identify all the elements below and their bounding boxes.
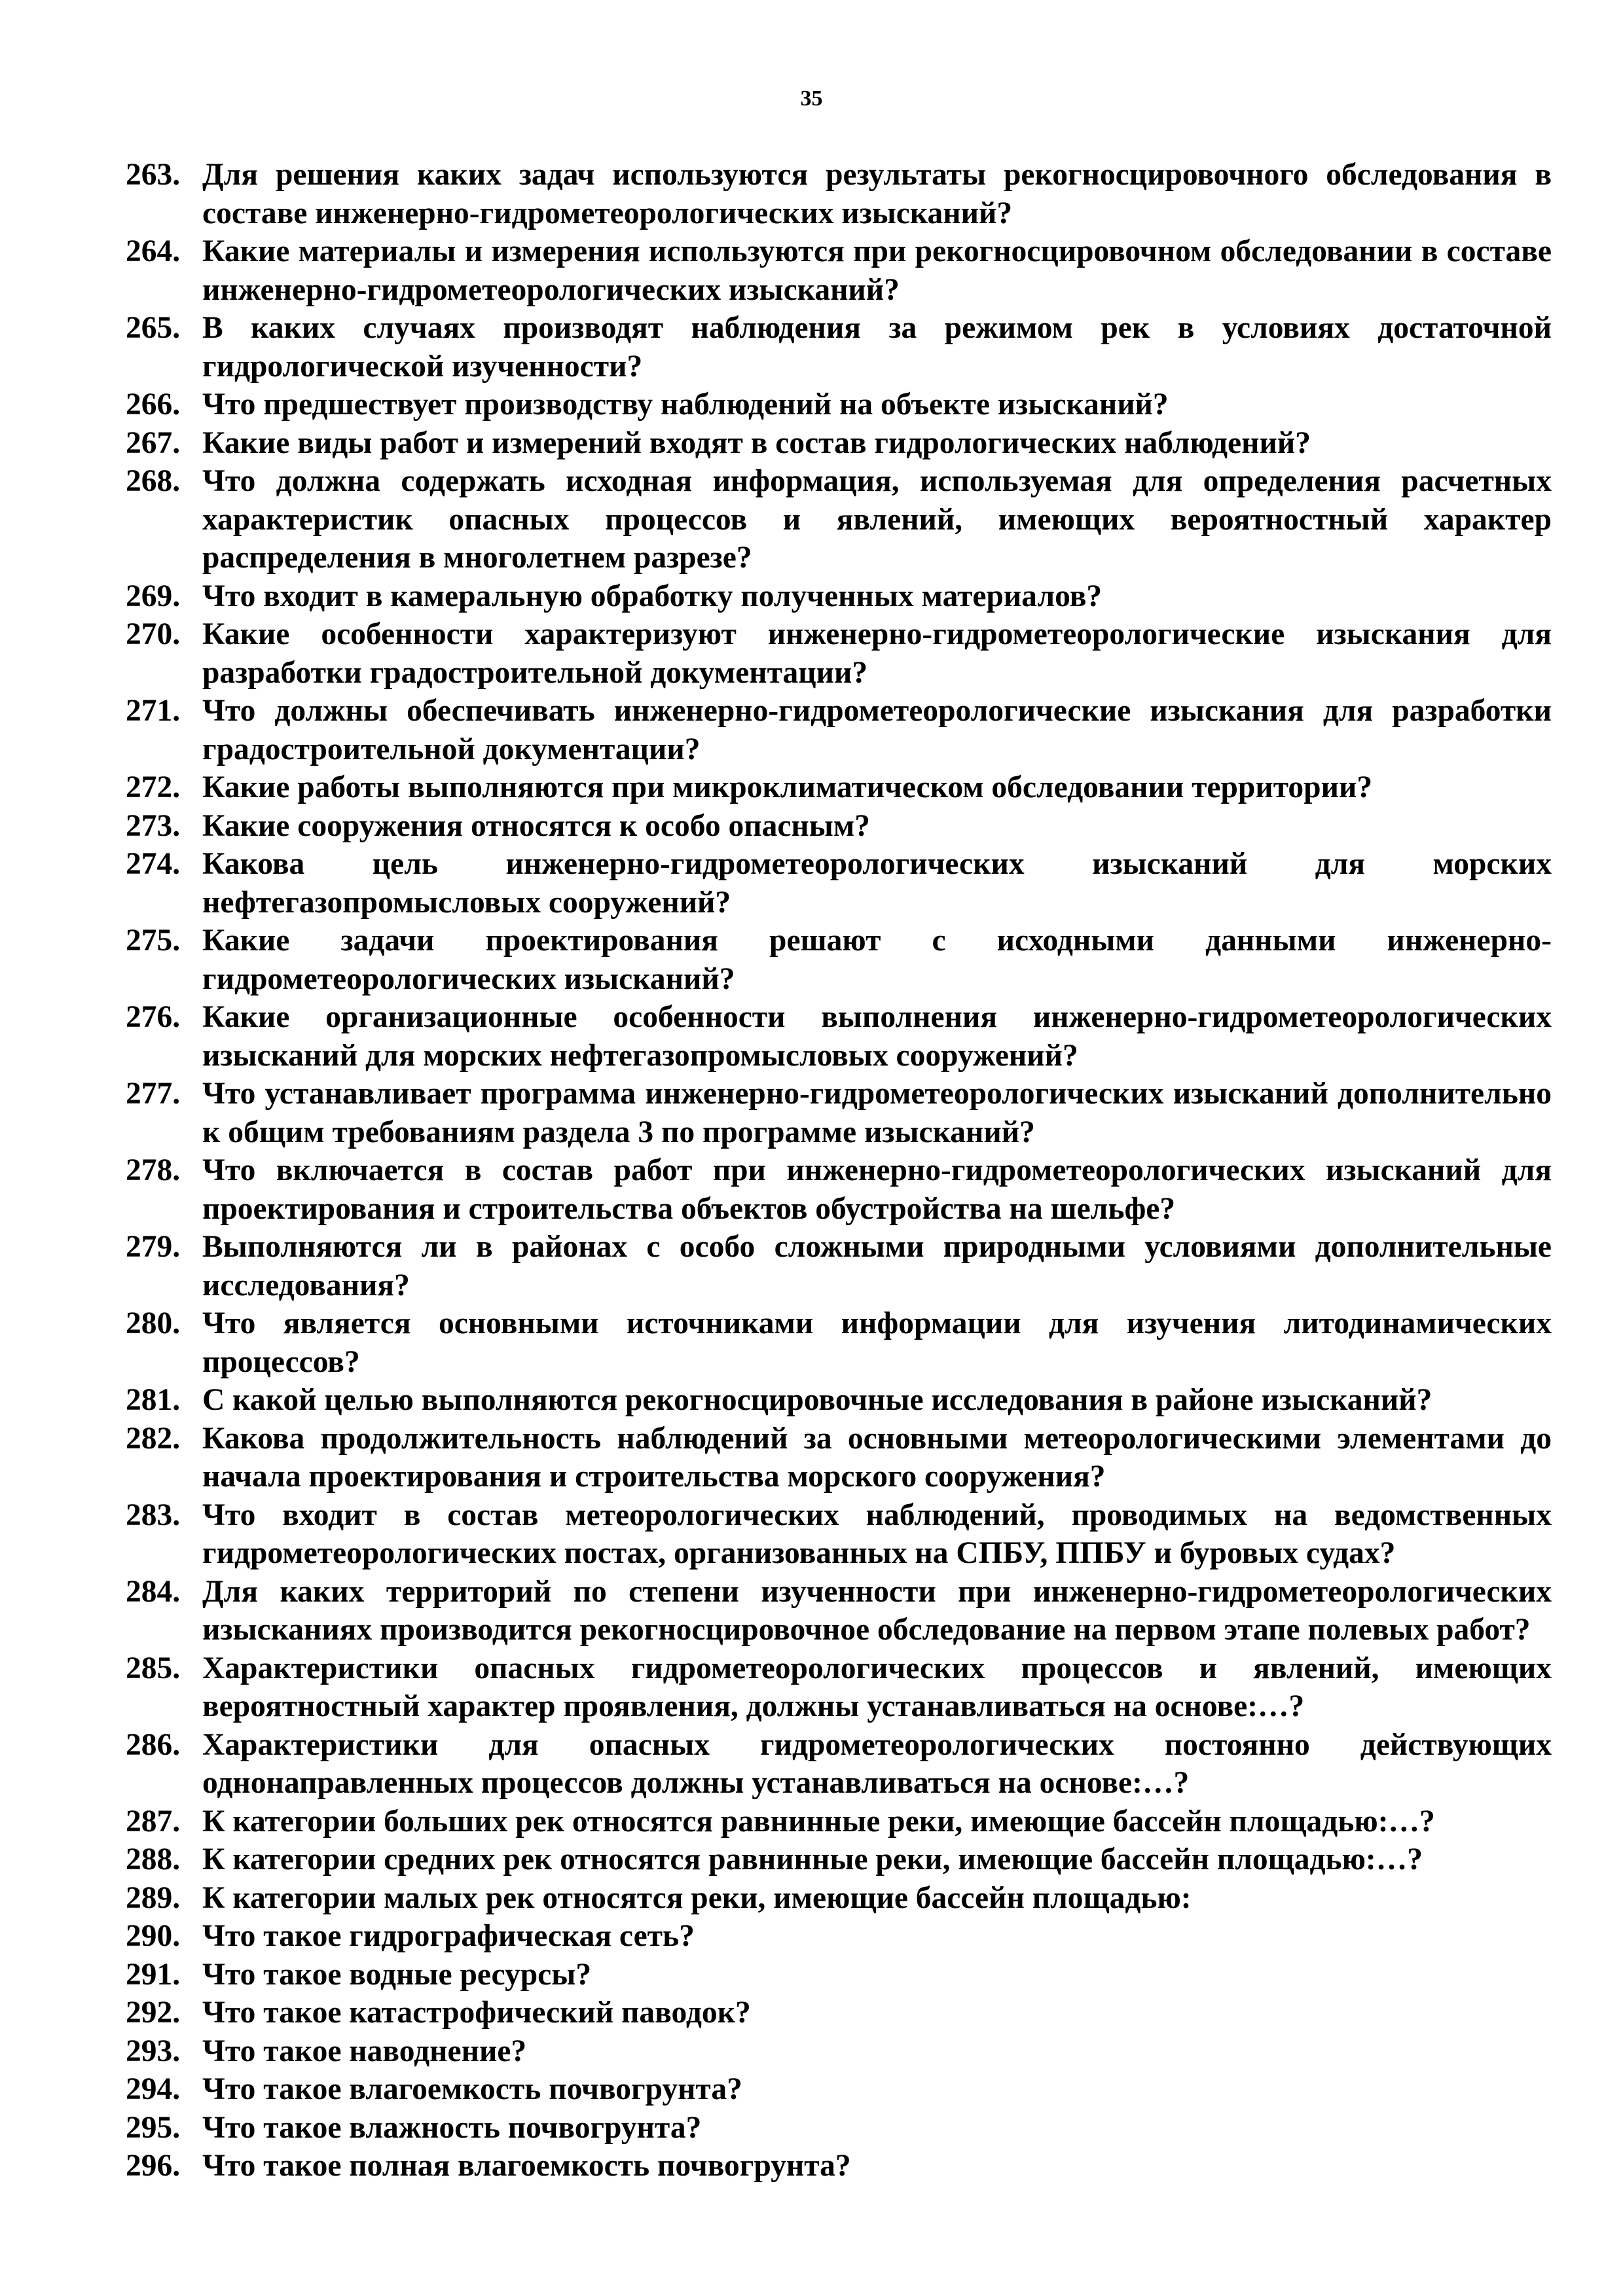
question-number: 271. — [126, 694, 181, 728]
question-text: Характеристики для опасных гидрометеорологических постоянно действующих однонаправленных процессов должны устанавливаться на основе:…? — [202, 1727, 1552, 1800]
question-text: Что такое влажность почвогрунта? — [202, 2110, 702, 2145]
question-number: 278. — [126, 1153, 181, 1187]
question-item — [126, 1994, 1552, 2032]
question-text: Что должны обеспечивать инженерно-гидрометеорологические изыскания для разработки градостроительной документации? — [202, 694, 1552, 766]
question-text: Какие организационные особенности выполнения инженерно-гидрометеорологических изысканий для морских нефтегазопромысловых сооружений? — [202, 1000, 1552, 1073]
page-number: 35 — [800, 86, 823, 111]
question-number: 282. — [126, 1421, 181, 1456]
question-text: Для каких территорий по степени изученности при инженерно-гидрометеорологических изысканиях производится рекогносцировочное обследование на первом этапе полевых работ? — [202, 1574, 1552, 1647]
question-number: 289. — [126, 1880, 181, 1915]
question-item — [126, 998, 1552, 1075]
question-item — [126, 1726, 1552, 1803]
question-text: Для решения каких задач используются результаты рекогносцировочного обследования в составе инженерно-гидрометеорологических изысканий? — [202, 158, 1552, 230]
question-text: Какие виды работ и измерений входят в состав гидрологических наблюдений? — [202, 425, 1311, 460]
question-text: Какие особенности характеризуют инженерно-гидрометеорологические изыскания для разработки градостроительной документации? — [202, 617, 1552, 690]
question-number: 291. — [126, 1957, 181, 1992]
question-number: 283. — [126, 1498, 181, 1532]
question-item — [126, 1840, 1552, 1879]
question-item — [126, 156, 1552, 232]
question-item — [126, 1420, 1552, 1496]
question-number: 267. — [126, 425, 181, 460]
question-text: Какие задачи проектирования решают с исходными данными инженерно-гидрометеорологических изысканий? — [202, 924, 1552, 996]
question-number: 268. — [126, 464, 181, 498]
question-item — [126, 1917, 1552, 1956]
question-number: 277. — [126, 1077, 181, 1111]
question-item — [126, 692, 1552, 768]
question-item — [126, 615, 1552, 692]
question-item — [126, 1803, 1552, 1841]
question-number: 265. — [126, 311, 181, 345]
question-number: 280. — [126, 1306, 181, 1340]
question-item — [126, 845, 1552, 922]
question-number: 284. — [126, 1574, 181, 1609]
question-text: Что такое влагоемкость почвогрунта? — [202, 2072, 742, 2106]
question-text: Что включается в состав работ при инженерно-гидрометеорологических изысканий для проектирования и строительства объектов обустройства на шельфе? — [202, 1153, 1552, 1226]
question-text: Какие работы выполняются при микроклиматическом обследовании территории? — [202, 770, 1373, 804]
question-text: К категории больших рек относятся равнинные реки, имеющие бассейн площадью:…? — [202, 1804, 1435, 1839]
question-number: 266. — [126, 387, 181, 422]
question-text: Что такое водные ресурсы? — [202, 1957, 592, 1992]
question-number: 288. — [126, 1842, 181, 1876]
question-item — [126, 424, 1552, 463]
question-number: 276. — [126, 1000, 181, 1034]
question-item — [126, 386, 1552, 424]
question-number: 295. — [126, 2110, 181, 2145]
question-text: Что такое наводнение? — [202, 2034, 527, 2068]
question-text: С какой целью выполняются рекогносцировочные исследования в районе изысканий? — [202, 1383, 1432, 1417]
question-item — [126, 1381, 1552, 1420]
question-text: Что такое гидрографическая сеть? — [202, 1919, 695, 1953]
question-text: Какова цель инженерно-гидрометеорологических изысканий для морских нефтегазопромысловых сооружений? — [202, 847, 1552, 920]
question-item — [126, 2032, 1552, 2071]
question-number: 264. — [126, 234, 181, 268]
question-text: Что является основными источниками информации для изучения литодинамических процессов? — [202, 1306, 1552, 1379]
question-number: 275. — [126, 924, 181, 958]
question-text: К категории малых рек относятся реки, имеющие бассейн площадью: — [202, 1880, 1192, 1915]
question-number: 272. — [126, 770, 181, 804]
question-text: Что такое полная влагоемкость почвогрунта? — [202, 2149, 851, 2183]
question-number: 293. — [126, 2034, 181, 2068]
question-list — [126, 156, 1552, 2185]
question-item — [126, 1649, 1552, 1726]
question-number: 287. — [126, 1804, 181, 1839]
question-item — [126, 1304, 1552, 1381]
question-number: 279. — [126, 1230, 181, 1264]
question-text: Какие материалы и измерения используются при рекогносцировочном обследовании в составе инженерно-гидрометеорологических изысканий? — [202, 234, 1552, 307]
question-item — [126, 1573, 1552, 1649]
question-item — [126, 462, 1552, 577]
question-item — [126, 1496, 1552, 1573]
question-number: 269. — [126, 579, 181, 613]
question-text: К категории средних рек относятся равнинные реки, имеющие бассейн площадью:…? — [202, 1842, 1423, 1876]
question-text: Что входит в состав метеорологических наблюдений, проводимых на ведомственных гидрометеорологических постах, организованных на СПБУ, ППБУ и буровых судах? — [202, 1498, 1552, 1570]
question-item — [126, 1956, 1552, 1994]
question-text: Что такое катастрофический паводок? — [202, 1996, 751, 2030]
question-item — [126, 577, 1552, 616]
question-number: 263. — [126, 158, 181, 192]
question-item — [126, 1228, 1552, 1304]
question-item — [126, 232, 1552, 309]
question-text: В каких случаях производят наблюдения за режимом рек в условиях достаточной гидрологической изученности? — [202, 311, 1552, 384]
question-text: Какие сооружения относятся к особо опасным? — [202, 808, 870, 843]
question-item — [126, 922, 1552, 998]
question-number: 273. — [126, 808, 181, 843]
question-item — [126, 1075, 1552, 1151]
question-number: 292. — [126, 1996, 181, 2030]
question-text: Что входит в камеральную обработку полученных материалов? — [202, 579, 1103, 613]
question-text: Характеристики опасных гидрометеорологических процессов и явлений, имеющих вероятностный характер проявления, должны устанавливаться на основе:…? — [202, 1651, 1552, 1723]
question-item — [126, 309, 1552, 386]
question-item — [126, 2147, 1552, 2185]
question-number: 296. — [126, 2149, 181, 2183]
question-item — [126, 768, 1552, 807]
question-number: 274. — [126, 847, 181, 881]
question-number: 286. — [126, 1727, 181, 1762]
question-number: 294. — [126, 2072, 181, 2106]
question-number: 290. — [126, 1919, 181, 1953]
question-item — [126, 1879, 1552, 1918]
question-item — [126, 1151, 1552, 1228]
question-text: Что предшествует производству наблюдений на объекте изысканий? — [202, 387, 1169, 422]
question-item — [126, 807, 1552, 846]
question-text: Выполняются ли в районах с особо сложными природными условиями дополнительные исследования? — [202, 1230, 1552, 1302]
question-number: 281. — [126, 1383, 181, 1417]
question-text: Что устанавливает программа инженерно-гидрометеорологических изысканий дополнительно к общим требованиям раздела 3 по программе изысканий? — [202, 1077, 1552, 1149]
question-item — [126, 2070, 1552, 2109]
question-number: 285. — [126, 1651, 181, 1685]
question-item — [126, 2109, 1552, 2147]
question-text: Какова продолжительность наблюдений за основными метеорологическими элементами до начала проектирования и строительства морского сооружения? — [202, 1421, 1552, 1494]
question-text: Что должна содержать исходная информация, используемая для определения расчетных характеристик опасных процессов и явлений, имеющих вероятностный характер распределения в многолетнем разрезе? — [202, 464, 1552, 575]
question-number: 270. — [126, 617, 181, 651]
